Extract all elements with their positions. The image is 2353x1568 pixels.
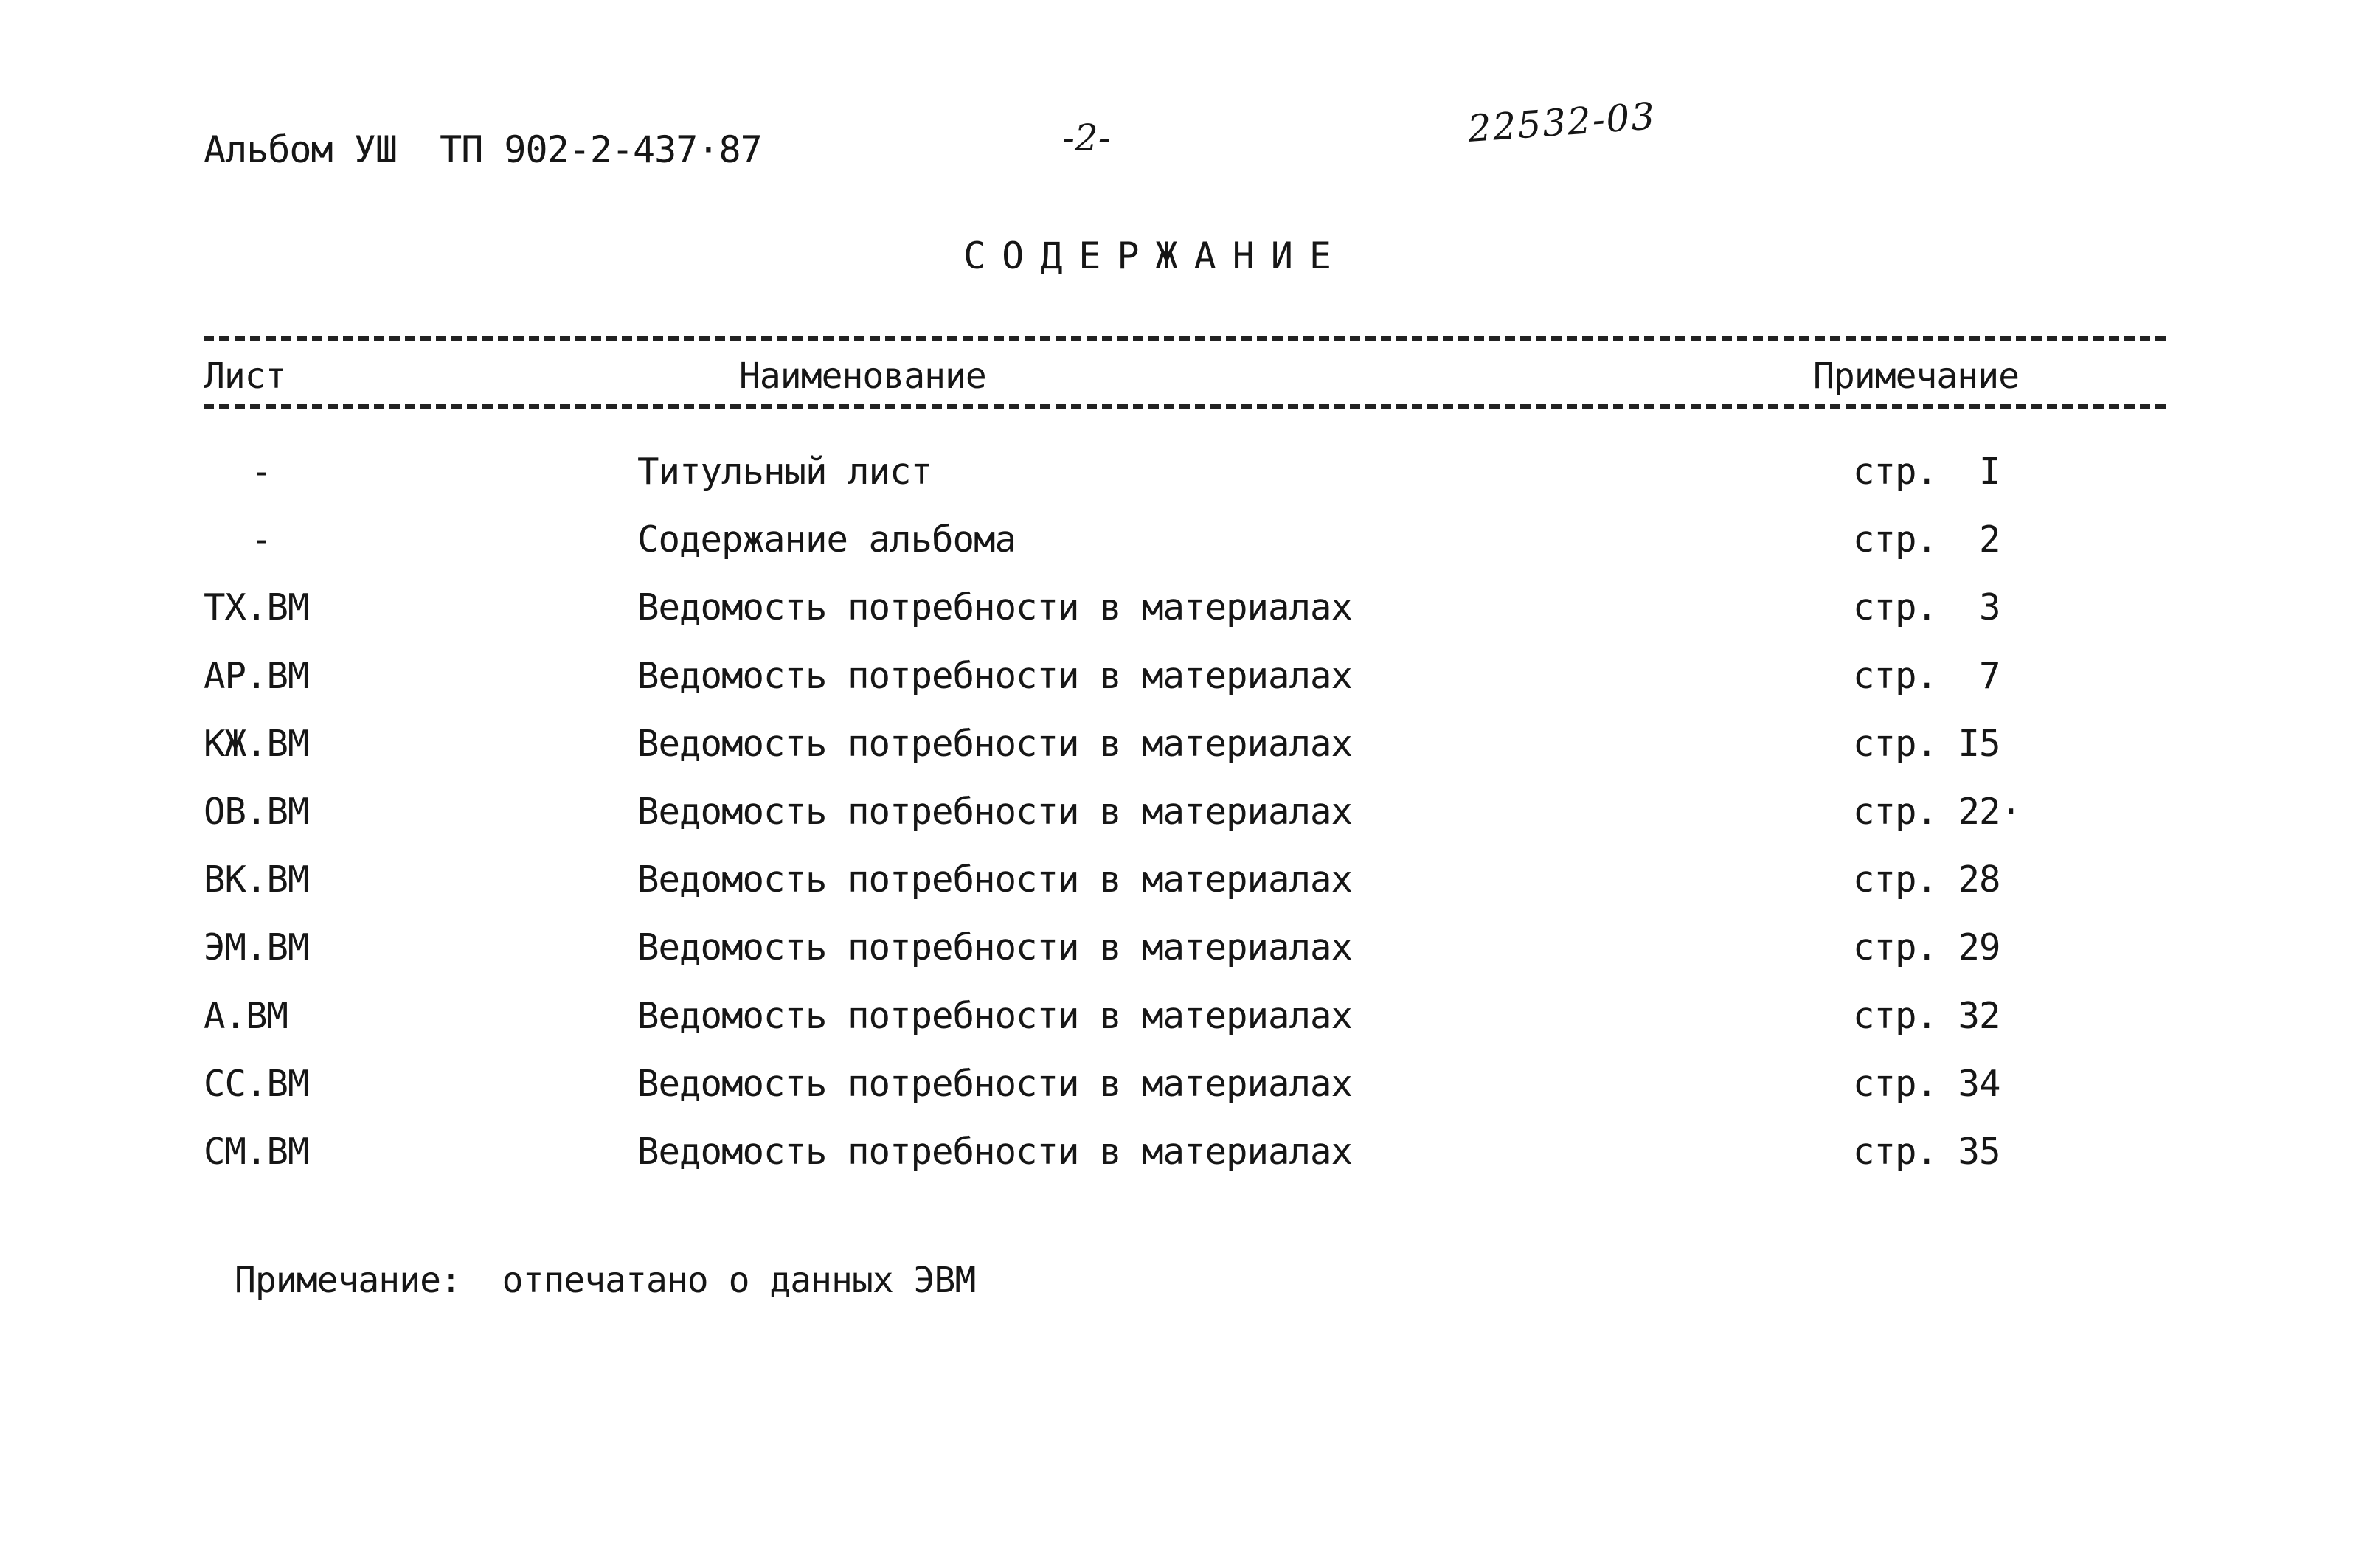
contents-table-body (0, 451, 2353, 1201)
cell-sheet: СС.ВМ (204, 1062, 309, 1105)
table-row (0, 518, 2353, 589)
cell-page: стр. 2 (1853, 518, 2000, 561)
table-row (0, 1062, 2353, 1134)
cell-name: Ведомость потребности в материалах (637, 926, 1353, 969)
cell-name: Ведомость потребности в материалах (637, 586, 1353, 629)
table-top-rule (204, 336, 2166, 341)
cell-name: Ведомость потребности в материалах (637, 858, 1353, 901)
page-title: СОДЕРЖАНИЕ (963, 235, 1348, 277)
table-row (0, 858, 2353, 929)
album-code: Альбом УШ ТП 902-2-437·87 (204, 128, 762, 171)
cell-name: Ведомость потребности в материалах (637, 790, 1353, 833)
cell-sheet: А.ВМ (204, 994, 288, 1037)
table-row (0, 451, 2353, 521)
page-number: -2- (1062, 117, 1111, 159)
table-row (0, 790, 2353, 861)
cell-page: стр. I5 (1853, 722, 2000, 765)
cell-name: Содержание альбома (637, 518, 1016, 561)
cell-sheet: ТХ.ВМ (204, 586, 309, 629)
cell-page: стр. 29 (1853, 926, 2000, 969)
cell-name: Ведомость потребности в материалах (637, 1062, 1353, 1105)
cell-sheet: - (251, 518, 272, 561)
cell-sheet: ОВ.ВМ (204, 790, 309, 833)
table-row (0, 722, 2353, 794)
cell-sheet: - (251, 451, 272, 493)
cell-sheet: ЭМ.ВМ (204, 926, 309, 969)
cell-page: стр. 3 (1853, 586, 2000, 629)
cell-page: стр. 34 (1853, 1062, 2000, 1105)
handwritten-code: 22532-03 (1466, 94, 1657, 150)
cell-name: Ведомость потребности в материалах (637, 994, 1353, 1037)
table-row (0, 1130, 2353, 1201)
cell-sheet: АР.ВМ (204, 654, 309, 697)
cell-page: стр. 35 (1853, 1130, 2000, 1173)
cell-page: стр. 22· (1853, 790, 2022, 833)
cell-name: Титульный лист (637, 451, 932, 493)
cell-sheet: ВК.ВМ (204, 858, 309, 901)
cell-sheet: СМ.ВМ (204, 1130, 309, 1173)
table-row (0, 926, 2353, 997)
cell-sheet: КЖ.ВМ (204, 722, 309, 765)
cell-name: Ведомость потребности в материалах (637, 722, 1353, 765)
cell-page: стр. I (1853, 451, 2000, 493)
footnote: Примечание: отпечатано о данных ЭВМ (235, 1260, 976, 1301)
cell-name: Ведомость потребности в материалах (637, 654, 1353, 697)
table-row (0, 654, 2353, 726)
table-row (0, 586, 2353, 657)
cell-page: стр. 32 (1853, 994, 2000, 1037)
column-header-sheet: Лист (204, 355, 286, 397)
cell-page: стр. 28 (1853, 858, 2000, 901)
cell-name: Ведомость потребности в материалах (637, 1130, 1353, 1173)
table-header-rule (204, 404, 2166, 409)
cell-page: стр. 7 (1853, 654, 2000, 697)
column-header-name: Наименование (739, 355, 986, 397)
column-header-note: Примечание (1813, 355, 2019, 397)
table-row (0, 994, 2353, 1066)
